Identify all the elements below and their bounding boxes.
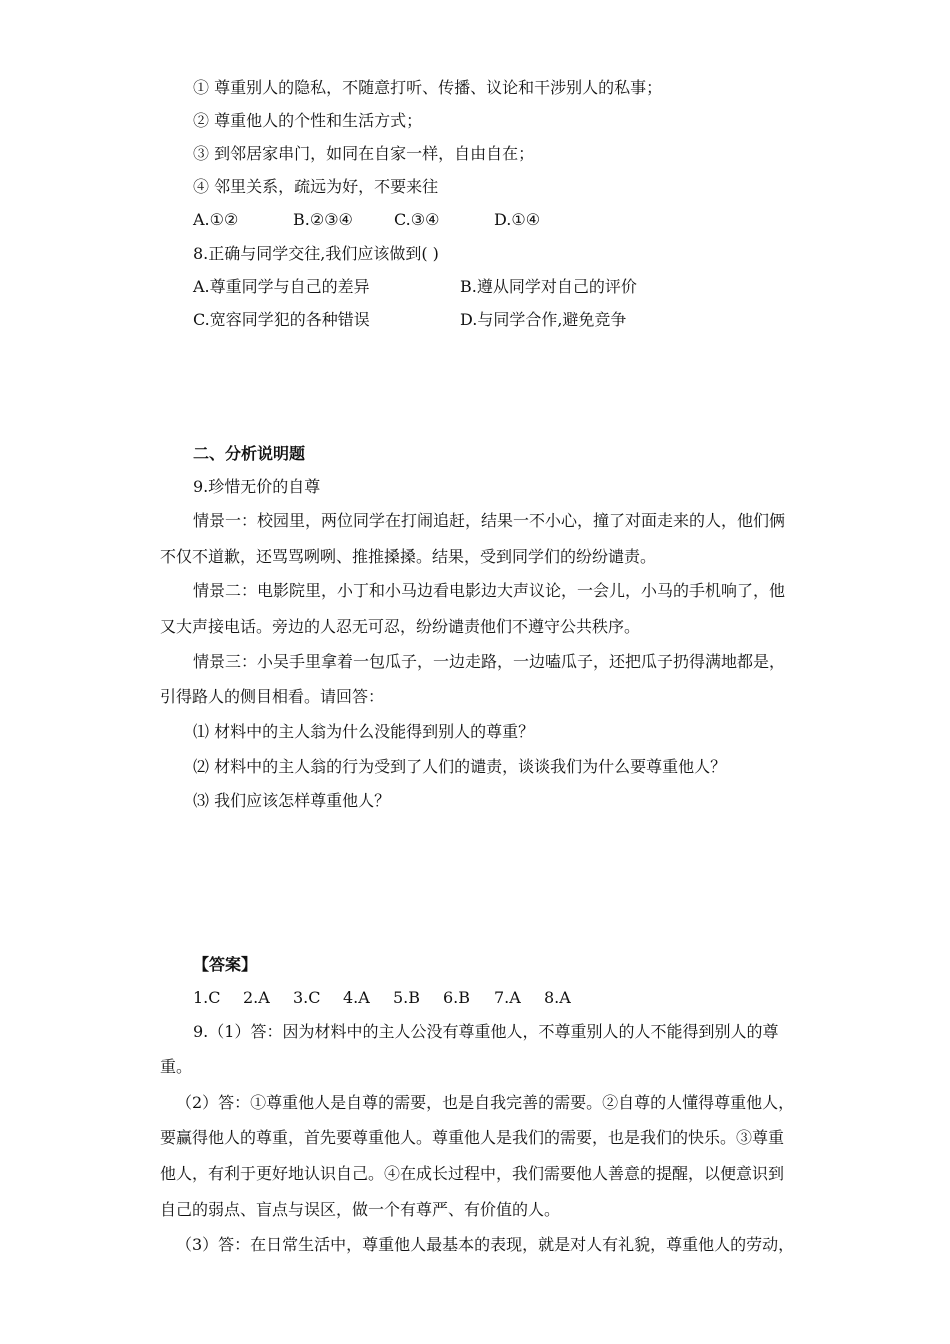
answer-9-1-line-2: 重。 bbox=[160, 1057, 193, 1076]
answer-6: 6.B bbox=[443, 988, 471, 1007]
answer-5: 5.B bbox=[393, 988, 421, 1007]
answer-9-1-line-1: 9.（1）答：因为材料中的主人公没有尊重他人，不尊重别人的人不能得到别人的尊 bbox=[193, 1022, 779, 1041]
q7-item-3: ③ 到邻居家串门，如同在自家一样，自由自在； bbox=[193, 144, 535, 163]
answer-8: 8.A bbox=[544, 988, 571, 1007]
q9-title: 9.珍惜无价的自尊 bbox=[193, 477, 321, 496]
q7-option-c: C.③④ bbox=[394, 210, 440, 229]
q8-option-b: B.遵从同学对自己的评价 bbox=[460, 277, 637, 296]
q8-option-c: C.宽容同学犯的各种错误 bbox=[193, 310, 370, 329]
answer-9-2-line-4: 自己的弱点、盲点与误区，做一个有尊严、有价值的人。 bbox=[160, 1200, 561, 1219]
q8-stem: 8.正确与同学交往,我们应该做到( ) bbox=[193, 244, 439, 263]
q8-option-a: A.尊重同学与自己的差异 bbox=[193, 277, 370, 296]
q7-item-4: ④ 邻里关系，疏远为好，不要来往 bbox=[193, 177, 439, 196]
q7-option-b: B.②③④ bbox=[293, 210, 353, 229]
q7-item-1: ① 尊重别人的隐私，不随意打听、传播、议论和干涉别人的私事； bbox=[193, 78, 663, 97]
answer-4: 4.A bbox=[343, 988, 370, 1007]
answer-3: 3.C bbox=[293, 988, 321, 1007]
scene-3-line-1: 情景三：小吴手里拿着一包瓜子，一边走路，一边嗑瓜子，还把瓜子扔得满地都是， bbox=[193, 652, 786, 671]
q8-option-d: D.与同学合作,避免竞争 bbox=[460, 310, 627, 329]
answer-2: 2.A bbox=[243, 988, 270, 1007]
answer-1: 1.C bbox=[193, 988, 221, 1007]
q7-option-a: A.①② bbox=[193, 210, 239, 229]
section-2-heading: 二、分析说明题 bbox=[193, 444, 306, 463]
scene-2-line-1: 情景二：电影院里，小丁和小马边看电影边大声议论，一会儿，小马的手机响了，他 bbox=[193, 581, 786, 600]
answer-7: 7.A bbox=[494, 988, 521, 1007]
q9-sub-question-3: ⑶ 我们应该怎样尊重他人？ bbox=[193, 791, 391, 810]
scene-1-line-2: 不仅不道歉，还骂骂咧咧、推推搡搡。结果，受到同学们的纷纷谴责。 bbox=[160, 547, 657, 566]
answer-9-2-line-3: 他人，有利于更好地认识自己。④在成长过程中，我们需要他人善意的提醒，以便意识到 bbox=[160, 1164, 785, 1183]
scene-1-line-1: 情景一：校园里，两位同学在打闹追赶，结果一不小心，撞了对面走来的人，他们俩 bbox=[193, 511, 786, 530]
q7-option-d: D.①④ bbox=[494, 210, 541, 229]
q9-sub-question-1: ⑴ 材料中的主人翁为什么没能得到别人的尊重？ bbox=[193, 722, 535, 741]
q7-item-2: ② 尊重他人的个性和生活方式； bbox=[193, 111, 423, 130]
scene-2-line-2: 又大声接电话。旁边的人忍无可忍，纷纷谴责他们不遵守公共秩序。 bbox=[160, 617, 641, 636]
answer-9-2-line-1: （2）答：①尊重他人是自尊的需要，也是自我完善的需要。②自尊的人懂得尊重他人， bbox=[176, 1093, 795, 1112]
answer-9-3-line-1: （3）答：在日常生活中，尊重他人最基本的表现，就是对人有礼貌，尊重他人的劳动， bbox=[176, 1235, 795, 1254]
answers-heading: 【答案】 bbox=[193, 955, 258, 974]
q9-sub-question-2: ⑵ 材料中的主人翁的行为受到了人们的谴责，谈谈我们为什么要尊重他人？ bbox=[193, 757, 727, 776]
scene-3-line-2: 引得路人的侧目相看。请回答： bbox=[160, 687, 385, 706]
answer-9-2-line-2: 要赢得他人的尊重，首先要尊重他人。尊重他人是我们的需要，也是我们的快乐。③尊重 bbox=[160, 1128, 785, 1147]
